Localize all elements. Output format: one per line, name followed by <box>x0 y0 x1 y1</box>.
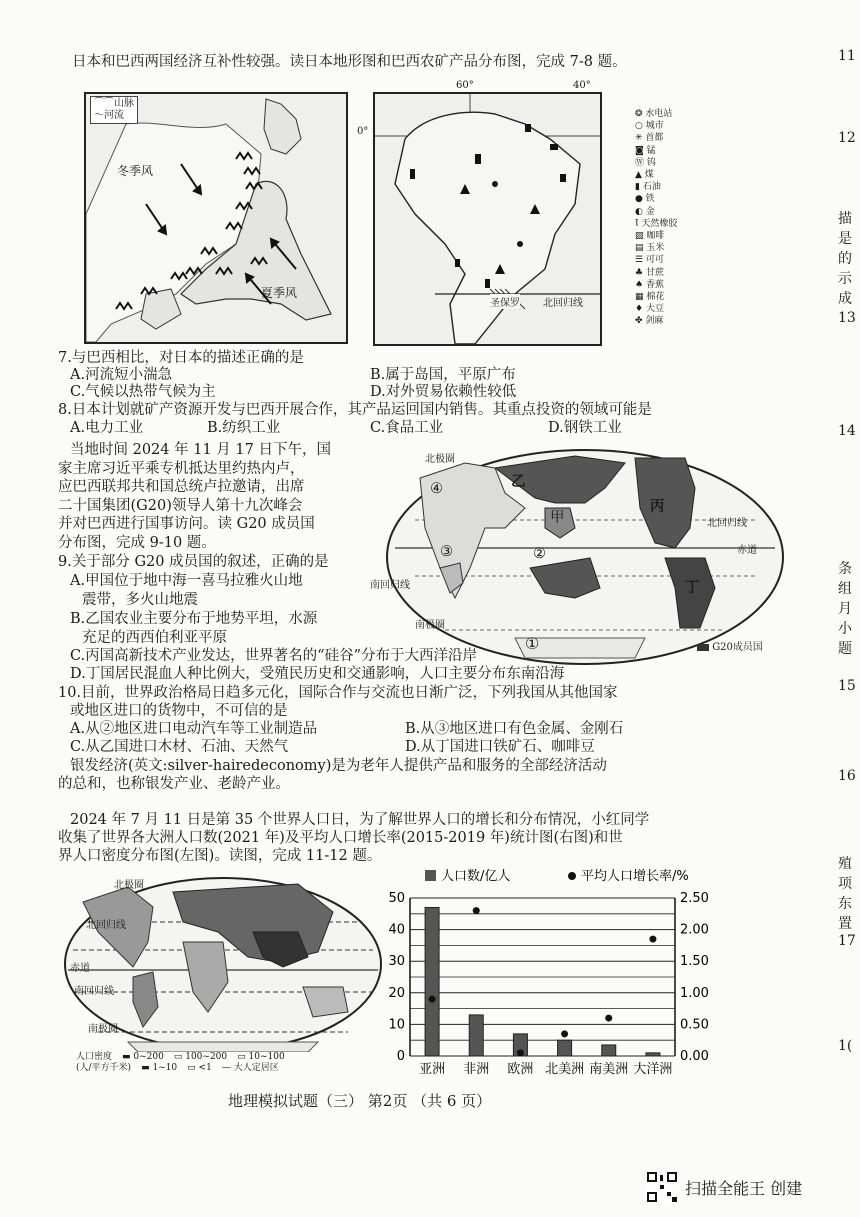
passage-line: 家主席习近平乘专机抵达里约热内卢， <box>58 460 305 477</box>
bar <box>469 1015 483 1056</box>
category-label: 非洲 <box>463 1062 490 1077</box>
right-edge-fragment: 置 <box>838 916 852 932</box>
right-edge-fragment: 1( <box>838 1038 853 1054</box>
right-edge-fragment: 13 <box>838 310 856 326</box>
legend-sisal: ✤ 剑麻 <box>635 316 664 327</box>
g20-antarctic-label: 南极圈 <box>415 620 445 631</box>
right-edge-fragment: 小 <box>838 621 852 637</box>
category-label: 南美洲 <box>589 1062 629 1077</box>
right-edge-fragment: 12 <box>838 130 856 146</box>
right-edge-fragment: 项 <box>838 876 852 892</box>
g20-legend-swatch <box>697 644 709 651</box>
density-arctic-label: 北极圈 <box>114 880 144 891</box>
q9b-line1: B.乙国农业主要分布于地势平坦，水源 <box>70 611 318 627</box>
bar <box>425 907 439 1056</box>
y-right-tick: 2.50 <box>680 891 709 906</box>
legend-iron: ● 铁 <box>635 194 655 205</box>
q8-option-a: A.电力工业 <box>70 420 144 436</box>
legend-river-label: 河流 <box>104 110 124 121</box>
g20-passage <box>58 441 331 552</box>
legend-bar-swatch <box>425 870 436 881</box>
japan-map-graphic <box>86 94 346 342</box>
legend-label: 0~200 <box>133 1052 164 1062</box>
q9-option-b <box>70 610 317 647</box>
bar <box>602 1045 616 1056</box>
density-legend-item: ▬ 0~200 <box>122 1052 164 1062</box>
legend-dot-swatch <box>568 872 576 880</box>
g20-ding-label: 丁 <box>685 579 700 596</box>
right-edge-fragment: 11 <box>838 48 856 64</box>
legend-label: 首都 <box>645 133 664 144</box>
legend-manganese: ◙ 锰 <box>635 145 656 156</box>
g20-jia-label: 甲 <box>550 510 565 526</box>
legend-label: 100~200 <box>185 1052 228 1062</box>
g20-region-4-label: ④ <box>430 481 443 497</box>
japan-map-legend <box>90 96 138 124</box>
q9-option-a <box>70 572 303 609</box>
lon-60-label: 60° <box>456 80 474 91</box>
legend-oil: ▮ 石油 <box>635 182 661 193</box>
right-edge-fragment: 示 <box>838 271 852 287</box>
legend-coal: ▲ 煤 <box>635 170 654 181</box>
legend-corn: ▤ 玉米 <box>635 243 665 254</box>
right-edge-fragment: 月 <box>838 601 852 617</box>
q7-option-b: B.属于岛国，平原广布 <box>370 367 516 383</box>
legend-capital: ✳ 首都 <box>635 133 664 144</box>
growth-point <box>561 1030 568 1037</box>
density-antarctic-label: 南极圈 <box>88 1024 118 1035</box>
legend-label: 1~10 <box>152 1063 178 1073</box>
legend-soybean: ♦ 大豆 <box>635 304 664 315</box>
legend-label: 煤 <box>644 170 654 181</box>
brazil-legend <box>635 108 677 328</box>
sao-paulo-label: 圣保罗 <box>490 294 520 309</box>
legend-sugarcane: ♣ 甘蔗 <box>635 267 664 278</box>
q9a-line2: 震带，多火山地震 <box>82 591 198 608</box>
y-right-tick: 1.00 <box>680 985 709 1001</box>
category-label: 亚洲 <box>419 1062 446 1077</box>
legend-rubber: Ɩ 天然橡胶 <box>635 218 678 229</box>
g20-region-2-label: ② <box>533 546 546 562</box>
category-label: 大洋洲 <box>633 1062 673 1077</box>
population-density-map <box>58 872 388 1084</box>
bar <box>646 1053 660 1056</box>
legend-label: 可可 <box>645 255 664 266</box>
q7-option-d: D.对外贸易依赖性较低 <box>370 384 517 400</box>
legend-label: 10~100 <box>248 1052 285 1062</box>
q8-option-d: D.钢铁工业 <box>548 420 622 436</box>
q9-option-c: C.丙国高新技术产业发达，世界著名的“硅谷”分布于大西洋沿岸 <box>70 648 478 664</box>
density-equator-label: 赤道 <box>70 963 90 974</box>
right-edge-fragment: 条 <box>838 561 852 577</box>
legend-label: 大豆 <box>645 304 664 315</box>
passage-line: 应巴西联邦共和国总统卢拉邀请，出席 <box>58 479 305 495</box>
legend-label: 咖啡 <box>646 231 665 242</box>
legend-city: ○ 城市 <box>635 121 664 132</box>
legend-cocoa: ☰ 可可 <box>635 255 664 266</box>
legend-label: 剑麻 <box>645 316 664 327</box>
silver-line2: 的总和，也称银发产业、老龄产业。 <box>58 776 290 792</box>
legend-label: 甘蔗 <box>645 267 664 278</box>
passage-line: 当地时间 2024 年 11 月 17 日下午，国 <box>70 442 331 458</box>
page-footer: 地理模拟试题（三） 第2页 （共 6 页） <box>228 1092 492 1110</box>
q10-stem <box>58 684 618 720</box>
legend-label: 钨 <box>646 157 656 168</box>
q10-option-d: D.从丁国进口铁矿石、咖啡豆 <box>405 739 595 755</box>
y-left-tick: 10 <box>388 1017 405 1033</box>
q9-option-d: D.丁国居民混血人种比例大，受殖民历史和交通影响，人口主要分布东南沿海 <box>70 666 565 682</box>
brazil-products-map <box>355 76 680 346</box>
brazil-map-frame <box>373 92 602 346</box>
right-edge-fragment: 题 <box>838 641 852 657</box>
growth-point <box>473 907 480 914</box>
growth-point <box>649 936 656 943</box>
right-edge-fragment: 15 <box>838 678 856 694</box>
g20-tropic-s-label: 南回归线 <box>370 580 410 591</box>
legend-mountain-label: 山脉 <box>114 98 134 109</box>
lon-40-label: 40° <box>573 80 591 91</box>
right-edge-fragment: 是 <box>838 231 852 247</box>
density-legend-item: — 大人定居区 <box>221 1063 279 1073</box>
population-passage <box>58 811 649 865</box>
legend-label: 棉花 <box>646 292 665 303</box>
legend-bar-label: 人口数/亿人 <box>441 869 511 884</box>
pop-line3: 界人口密度分布图(左图)。读图，完成 11-12 题。 <box>58 848 382 864</box>
watermark-text: 扫描全能王 创建 <box>685 1178 803 1198</box>
growth-point <box>429 996 436 1003</box>
density-legend <box>76 1052 285 1074</box>
legend-gold: ◐ 金 <box>635 206 655 217</box>
legend-label: 大人定居区 <box>233 1063 279 1073</box>
legend-label: 金 <box>645 206 655 217</box>
legend-dot-label: 平均人口增长率/% <box>581 869 689 884</box>
category-label: 北美洲 <box>545 1062 585 1077</box>
density-legend-item: ▭ 100~200 <box>173 1052 228 1062</box>
density-legend-item: ▭ <1 <box>187 1063 212 1073</box>
q10-option-c: C.从乙国进口木材、石油、天然气 <box>70 739 289 755</box>
legend-label: 城市 <box>645 121 664 132</box>
q8-stem: 8.日本计划就矿产资源开发与巴西开展合作，其产品运回国内销售。其重点投资的领域可能是 <box>58 402 652 418</box>
q10-option-a: A.从②地区进口电动汽车等工业制造品 <box>70 721 318 737</box>
right-edge-fragment: 17 <box>838 933 856 949</box>
density-tropic-s-label: 南回归线 <box>74 986 114 997</box>
population-chart <box>375 866 725 1086</box>
g20-bing-label: 丙 <box>650 498 665 515</box>
q10-line1: 10.目前，世界政治格局日趋多元化，国际合作与交流也日渐广泛，下列我国从其他国家 <box>58 685 618 701</box>
bar <box>558 1040 572 1056</box>
legend-label: 锰 <box>646 145 656 156</box>
legend-label: 石油 <box>642 182 661 193</box>
density-tropic-n-label: 北回归线 <box>86 920 126 931</box>
g20-yi-label: 乙 <box>511 473 526 490</box>
q7-option-a: A.河流短小湍急 <box>70 367 173 383</box>
passage-line: 并对巴西进行国事访问。读 G20 成员国 <box>58 516 315 532</box>
legend-hydro: ❂ 水电站 <box>635 109 673 119</box>
legend-cotton: ▦ 棉花 <box>635 292 665 303</box>
y-left-tick: 40 <box>388 922 405 938</box>
density-legend-row1 <box>76 1052 285 1063</box>
growth-point <box>605 1015 612 1022</box>
summer-monsoon-label: 夏季风 <box>261 286 298 300</box>
silver-line1: 银发经济(英文:silver-hairedeconomy)是为老年人提供产品和服务的全部经济活动 <box>70 758 607 774</box>
y-right-tick: 1.50 <box>680 954 709 970</box>
legend-banana: ♠ 香蕉 <box>635 279 664 290</box>
right-edge-fragment: 成 <box>838 291 852 307</box>
q9a-line1: A.甲国位于地中海一喜马拉雅火山地 <box>70 573 303 589</box>
density-legend-row2 <box>76 1063 285 1074</box>
right-edge-fragment: 14 <box>838 423 856 439</box>
growth-point <box>517 1049 524 1056</box>
q10-line2: 或地区进口的货物中，不可信的是 <box>70 703 288 719</box>
scanner-watermark <box>645 1170 802 1204</box>
g20-world-map <box>370 448 785 666</box>
density-legend-title: 人口密度 <box>76 1052 113 1062</box>
y-left-tick: 30 <box>388 954 405 970</box>
population-chart-svg <box>375 866 725 1086</box>
q7-option-c: C.气候以热带气候为主 <box>70 384 216 400</box>
lat-0-label: 0° <box>357 126 369 137</box>
q7-stem: 7.与巴西相比，对日本的描述正确的是 <box>58 350 304 366</box>
pop-line2: 收集了世界各大洲人口数(2021 年)及平均人口增长率(2015-2019 年)统计图(右图)和世 <box>58 830 623 846</box>
category-label: 欧洲 <box>507 1062 534 1077</box>
q8-option-b: B.纺织工业 <box>207 420 281 436</box>
g20-legend <box>697 638 763 653</box>
y-left-tick: 0 <box>396 1049 405 1064</box>
q9-stem: 9.关于部分 G20 成员国的叙述，正确的是 <box>58 554 329 570</box>
legend-mountain: ⌒⌒山脉 <box>94 98 134 109</box>
legend-label: 铁 <box>645 194 655 205</box>
y-left-tick: 50 <box>388 891 405 906</box>
legend-river: 〜河流 <box>94 110 124 121</box>
legend-label: <1 <box>198 1063 212 1073</box>
right-edge-fragment: 16 <box>838 768 856 784</box>
q9b-line2: 充足的西西伯利亚平原 <box>82 629 227 646</box>
right-edge-fragment: 组 <box>838 581 852 597</box>
legend-coffee: ▨ 咖啡 <box>635 231 665 242</box>
right-edge-fragment: 东 <box>838 896 852 912</box>
g20-arctic-label: 北极圈 <box>425 454 455 465</box>
tropic-label: 北回归线 <box>543 298 583 309</box>
right-edge-fragment: 殖 <box>838 856 852 872</box>
intro-text: 日本和巴西两国经济互补性较强。读日本地形图和巴西农矿产品分布图，完成 7-8 题。 <box>72 54 627 70</box>
g20-region-1-label: ① <box>525 634 540 653</box>
right-edge-fragment: 描 <box>838 211 852 227</box>
g20-region-3-label: ③ <box>440 544 453 560</box>
density-legend-item: ▬ 1~10 <box>141 1063 178 1073</box>
q10-option-b: B.从③地区进口有色金属、金刚石 <box>405 721 624 737</box>
g20-tropic-n-label: 北回归线 <box>707 518 747 529</box>
passage-line: 分布图，完成 9-10 题。 <box>58 534 216 551</box>
y-right-tick: 0.00 <box>680 1049 709 1064</box>
winter-monsoon-label: 冬季风 <box>117 164 154 178</box>
density-legend-unit: (人/平方千米) <box>76 1063 132 1073</box>
legend-label: 天然橡胶 <box>641 218 678 229</box>
y-left-tick: 20 <box>388 985 405 1001</box>
g20-legend-label: G20成员国 <box>712 642 763 653</box>
legend-label: 水电站 <box>645 109 673 119</box>
y-right-tick: 2.00 <box>680 922 709 938</box>
pop-line1: 2024 年 7 月 11 日是第 35 个世界人口日，为了解世界人口的增长和分布情况，小红同学 <box>70 812 650 828</box>
y-right-tick: 0.50 <box>680 1017 709 1033</box>
legend-label: 香蕉 <box>645 279 664 290</box>
right-edge-fragment: 的 <box>838 251 852 267</box>
qr-code-icon <box>645 1170 679 1204</box>
density-legend-item: ▭ 10~100 <box>237 1052 285 1062</box>
q8-option-c: C.食品工业 <box>370 420 444 436</box>
silver-economy-passage <box>58 757 607 793</box>
japan-terrain-map <box>84 92 348 344</box>
g20-equator-label: 赤道 <box>737 545 757 556</box>
legend-tungsten: Ⓦ 钨 <box>635 157 656 168</box>
legend-label: 玉米 <box>646 243 665 254</box>
passage-line: 二十国集团(G20)领导人第十九次峰会 <box>58 497 303 514</box>
